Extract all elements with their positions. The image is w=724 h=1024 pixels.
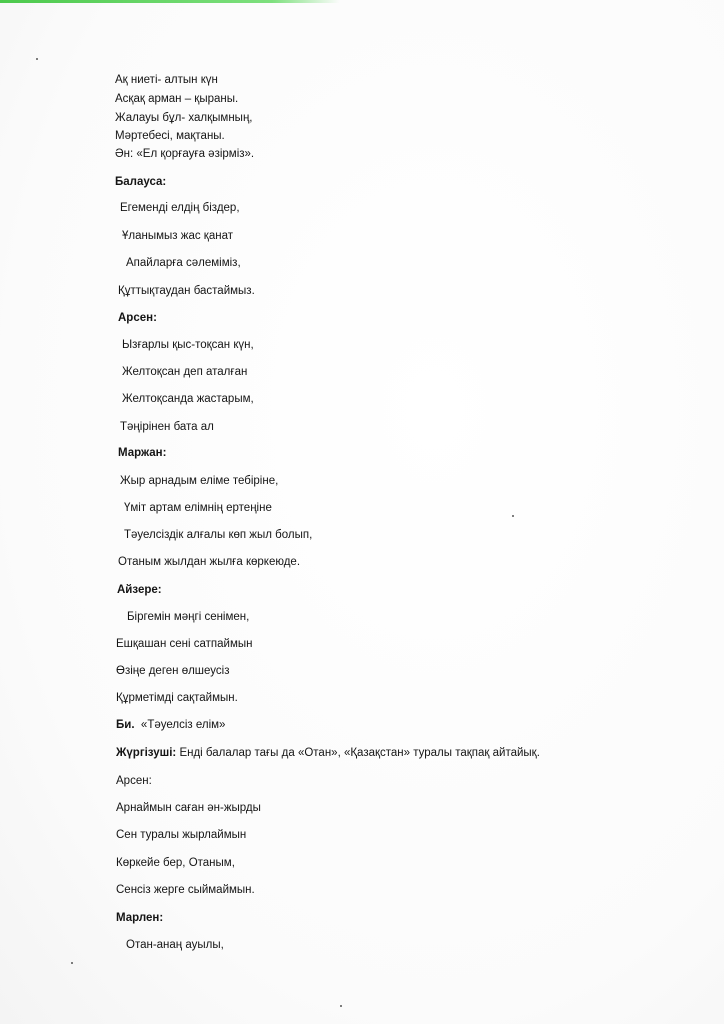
balausa-line-1: Егемендi елдің біздер, <box>120 202 240 214</box>
arsen2-line-2: Сен туралы жырлаймын <box>116 829 247 841</box>
dance-title: «Тәуелсіз елім» <box>140 719 226 731</box>
speaker-marlen: Марлен: <box>116 912 164 924</box>
arsen2-line-1: Арнаймын саған ән-жырды <box>116 802 261 814</box>
dance-line <box>116 718 225 732</box>
arsen1-line-3: Желтоқсанда жастарым, <box>122 393 254 405</box>
speaker-arsen-1: Арсен: <box>118 312 157 324</box>
speaker-aizere: Айзере: <box>117 584 162 596</box>
aizere-line-2: Ешқашан сені сатпаймын <box>116 638 253 650</box>
balausa-line-3: Апайларға сәлеміміз, <box>126 257 241 269</box>
marzhan-line-3: Тәуелсіздік алғалы көп жыл болып, <box>124 529 313 541</box>
arsen1-line-2: Желтоқсан деп аталған <box>122 366 248 378</box>
scan-speck <box>71 962 73 964</box>
intro-song-line: Ән: «Ел қорғауға әзірміз». <box>115 148 255 160</box>
aizere-line-3: Өзіңе деген өлшеусіз <box>116 665 230 677</box>
host-line <box>116 746 540 760</box>
intro-line-2: Асқақ арман – қыраны. <box>115 93 239 105</box>
scan-speck <box>512 515 514 517</box>
marzhan-line-2: Үміт артам елімнің ертеңіне <box>124 502 272 514</box>
speaker-marzhan: Маржан: <box>118 447 167 459</box>
arsen1-line-1: Ызғарлы қыс-тоқсан күн, <box>122 339 254 351</box>
aizere-line-1: Біргемін мәңгі сенімен, <box>127 611 250 623</box>
speaker-balausa: Балауса: <box>115 176 167 188</box>
marlen-line-1: Отан-анаң ауылы, <box>126 939 224 951</box>
arsen1-line-4: Тәңірінен бата ал <box>120 421 214 433</box>
balausa-line-2: Ұланымыз жас қанат <box>122 230 233 242</box>
marzhan-line-4: Отаным жылдан жылға көркеюде. <box>118 556 301 568</box>
speaker-arsen-2: Арсен: <box>116 775 152 787</box>
scan-speck <box>340 1005 342 1007</box>
marzhan-line-1: Жыр арнадым еліме тебіріне, <box>120 475 279 487</box>
scan-speck <box>36 58 38 60</box>
arsen2-line-4: Сенсіз жерге сыймаймын. <box>116 884 255 896</box>
intro-line-4: Мәртебесі, мақтаны. <box>115 130 225 142</box>
intro-line-1: Ақ ниеті- алтын күн <box>115 74 218 86</box>
host-text: Енді балалар тағы да «Отан», «Қазақстан» туралы тақпақ айтайық. <box>179 747 540 759</box>
dance-label: Би. <box>116 719 135 731</box>
intro-line-3: Жалауы бұл- халқымның, <box>115 112 253 124</box>
scan-edge-strip <box>0 0 340 3</box>
host-label: Жүргізуші: <box>116 747 177 759</box>
arsen2-line-3: Көркейе бер, Отаным, <box>116 857 235 869</box>
aizere-line-4: Құрметімді сақтаймын. <box>116 692 238 704</box>
balausa-line-4: Құттықтаудан бастаймыз. <box>118 285 255 297</box>
